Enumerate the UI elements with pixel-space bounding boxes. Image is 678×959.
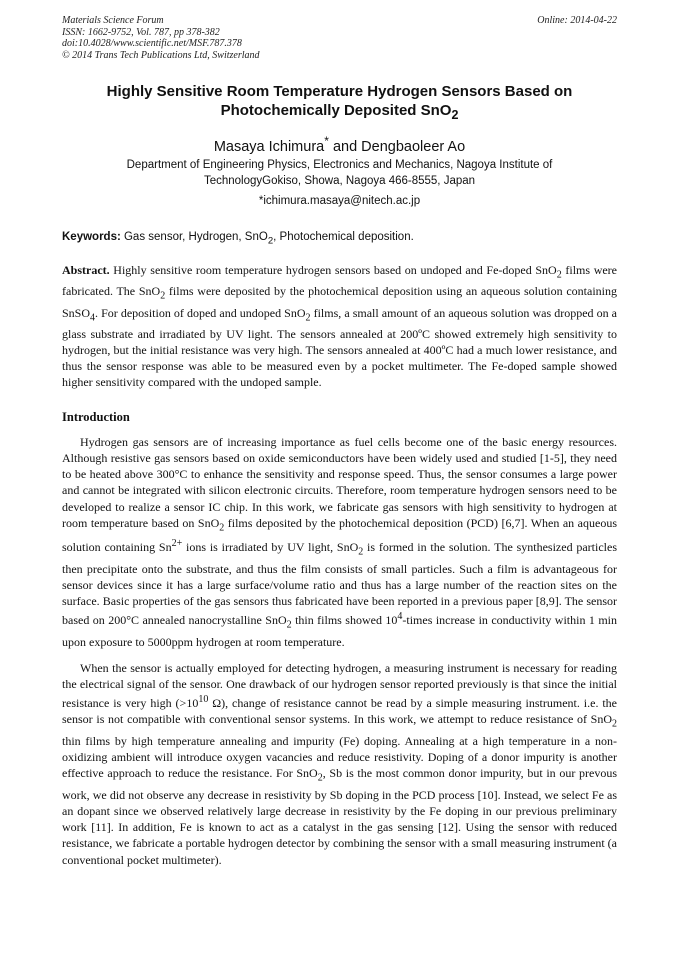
journal-header: [62, 15, 617, 61]
abstract: Abstract. Highly sensitive room temperature hydrogen sensors based on undoped and Fe-doped SnO$_2$ films were fabricated. The SnO$_2$ films were deposited by the photochemical deposition using an aqueous solution containing SnSO$_4$. For deposition of doped and undoped SnO$_2$ films, a small amount of an aqueous solution was dropped on a glass substrate and irradiated by UV light. The sensors annealed at 200ºC showed extremely high sensitivity to hydrogen, but the initial resistance was very high. The sensors annealed at 400ºC had a much lower resistance, and thus the sensor response was able to be measured even by a pocket multimeter. The Fe-doped sample showed higher sensitivity compared with the undoped sample.: [62, 263, 618, 390]
keywords: Keywords: Gas sensor, Hydrogen, SnO$_2$, Photochemical deposition.: [62, 231, 414, 247]
copyright-line: © 2014 Trans Tech Publications Ltd, Switzerland: [62, 49, 260, 61]
intro-paragraph-1: Hydrogen gas sensors are of increasing importance as fuel cells become one of the basic energy resources. Although resistive gas sensors based on oxide semiconductors have been widely used and studied [1-5], they need to be heated above 300°C to enhance the sensitivity and response speed. Thus, the sensor consumes a large power and cannot be integrated with silicon electronic circuits. Therefore, room temperature hydrogen sensors need to be developed to realize a sensor IC chip. In this work, we fabricate gas sensors with high sensitivity to hydrogen at room temperature based on SnO$_2$ films deposited by the photochemical deposition (PCD) [6,7]. When an aqueous solution containing $Sn^{2+}$ ions is irradiated by UV light, SnO$_2$ is formed in the solution. The synthesized particles then precipitate onto the substrate, and thus the film consists of small particles. Such a film is advantageous for sensor devices since it has a large surface/volume ratio and thus has a large number of the reaction sites on the surface. Basic properties of the gas sensors thus fabricated have been reported in a previous paper [8,9]. The sensor based on 200°C annealed nanocrystalline SnO$_2$ thin films showed $10^4$-times increase in conductivity within 1 min upon exposure to 5000ppm hydrogen at room temperature.: [62, 435, 618, 649]
author-2: and Dengbaoleer Ao: [328, 138, 466, 155]
paper-title: [62, 82, 617, 125]
title-line-1: Highly Sensitive Room Temperature Hydrogen Sensors Based on: [106, 83, 573, 100]
authors: [62, 132, 617, 156]
corresponding-mark: *: [324, 134, 329, 148]
doi-line: doi:10.4028/www.scientific.net/MSF.787.378: [62, 38, 242, 49]
title-line-2: Photochemically Deposited SnO$_2$: [220, 102, 459, 122]
author-1: Masaya Ichimura: [213, 138, 325, 155]
affiliation: Department of Engineering Physics, Electronics and Mechanics, Nagoya Institute of TechnologyGokiso, Showa, Nagoya 466-8555, Japan: [126, 159, 553, 187]
issn-line: ISSN: 1662-9752, Vol. 787, pp 378-382: [62, 26, 220, 38]
online-date: Online: 2014-04-22: [537, 15, 617, 26]
keywords-label: Keywords:: [62, 231, 121, 243]
journal-name: Materials Science Forum: [62, 15, 164, 26]
email: *ichimura.masaya@nitech.ac.jp: [258, 195, 421, 207]
intro-paragraph-2: When the sensor is actually employed for detecting hydrogen, a measuring instrument is necessary for reading the electrical signal of the sensor. One drawback of our hydrogen sensor reported previously is that since the initial resistance is very high ($>10^{10}$ Ω), change of resistance cannot be read by a simple measuring instrument. i.e. the sensor is not compatible with conventional sensor systems. In this work, we attempt to reduce resistance of SnO$_2$ thin films by high temperature annealing and impurity (Fe) doping. Annealing at a high temperature in a non-oxidizing ambient will introduce oxygen vacancies and reduce resistivity. Doping of a donor impurity is another effective approach to reduce the resistance. For SnO$_2$, Sb is the most common donor impurity, but in our prevous work, we did not observe any decrease in resistivity by Sb doping in the PCD process [10]. Instead, we select Fe as an dopant since we observed relatively large decrease in resistivity by the Fe doping in our previous preliminary work [11]. In addition, Fe is known to act as a catalyst in the gas sensing [12]. Using the sensor with reduced resistance, we fabricate a portable hydrogen detector by combining the sensor with a small measuring instrument (a conventional pocket multimeter).: [62, 661, 618, 867]
abstract-label: Abstract.: [62, 263, 110, 277]
section-heading-introduction: Introduction: [62, 410, 130, 424]
